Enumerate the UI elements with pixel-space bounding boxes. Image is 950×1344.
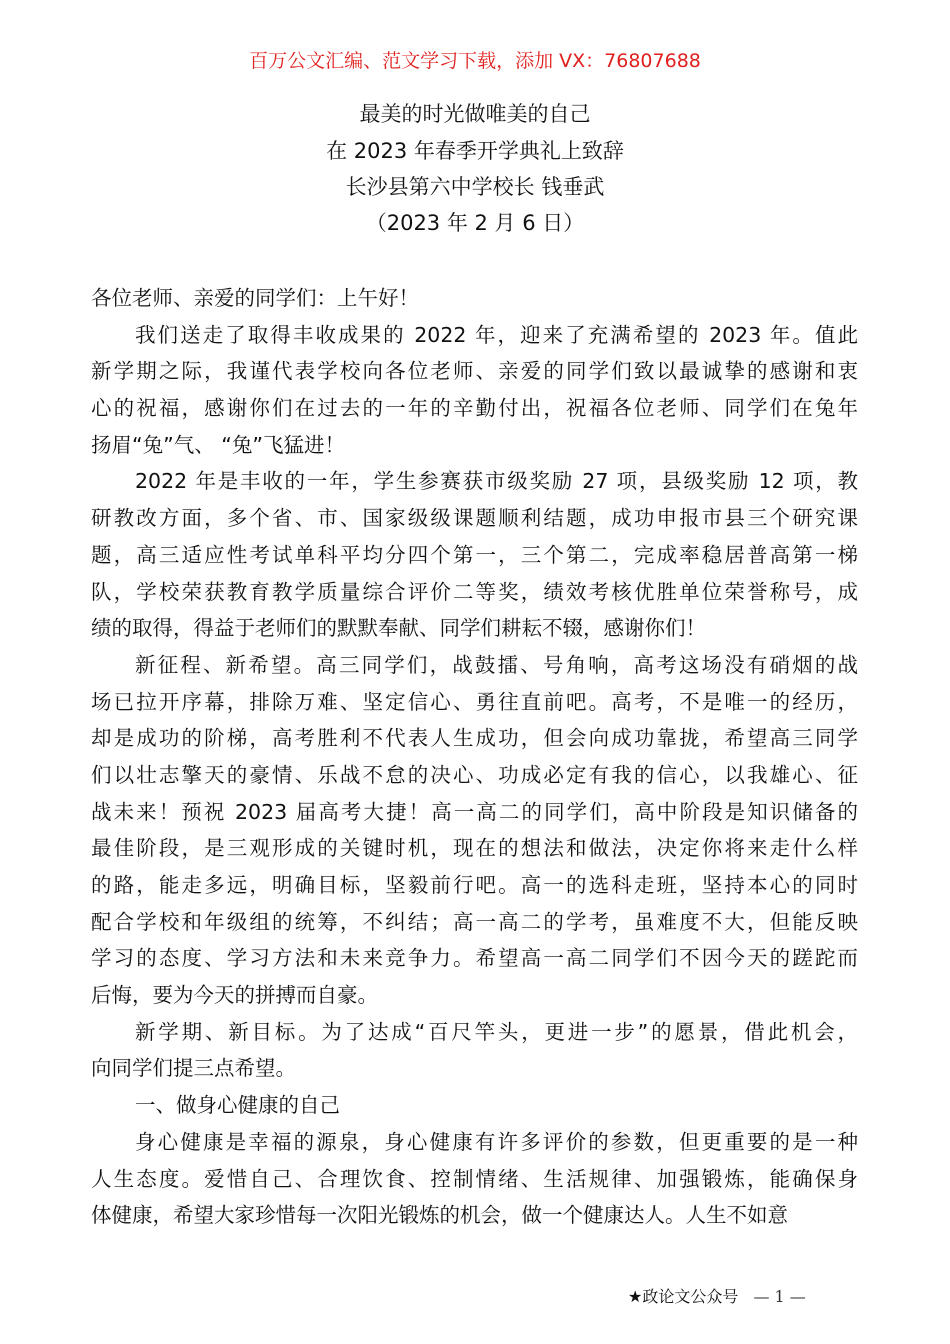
promo-banner: 百万公文汇编、范文学习下载，添加 VX：76807688: [249, 50, 701, 72]
text-line: 新征程、新希望。高三同学们，战鼓擂、号角响，高考这场没有硝烟的战: [135, 652, 858, 677]
text-line: 场已拉开序幕，排除万难、坚定信心、勇往直前吧。高考，不是唯一的经历，: [91, 689, 858, 714]
page-number: — 1 —: [753, 1287, 806, 1306]
page-footer: [628, 1284, 806, 1307]
text-line: 2022 年是丰收的一年，学生参赛获市级奖励 27 项，县级奖励 12 项，教: [135, 469, 858, 494]
text-line: 绩的取得，得益于老师们的默默奉献、同学们耕耘不辍，感谢你们！: [91, 616, 706, 641]
text-line: 一、做身心健康的自己: [135, 1093, 340, 1118]
text-line: 题，高三适应性考试单科平均分四个第一，三个第二，完成率稳居普高第一梯: [91, 542, 858, 567]
paragraph: [91, 647, 858, 1014]
text-line: 战未来！预祝 2023 届高考大捷！高一高二的同学们，高中阶段是知识储备的: [91, 799, 858, 824]
author: 长沙县第六中学校长 钱垂武: [345, 175, 605, 199]
paragraph: [91, 463, 858, 646]
paragraph: [91, 1124, 858, 1234]
footer-source: ★政论文公众号: [628, 1287, 739, 1306]
title: 最美的时光做唯美的自己: [359, 102, 591, 126]
date: （2023 年 2 月 6 日）: [365, 211, 585, 235]
text-line: 心的祝福，感谢你们在过去的一年的辛勤付出，祝福各位老师、同学们在兔年: [91, 396, 858, 421]
text-line: 们以壮志擎天的豪情、乐战不怠的决心、功成必定有我的信心，以我雄心、征: [91, 762, 858, 787]
text-line: 队，学校荣获教育教学质量综合评价二等奖，绩效考核优胜单位荣誉称号，成: [91, 579, 858, 604]
text-line: 各位老师、亲爱的同学们：上午好！: [91, 286, 419, 310]
text-line: 后悔，要为今天的拼搏而自豪。: [91, 983, 378, 1008]
text-line: 向同学们提三点希望。: [91, 1056, 296, 1081]
text-line: 新学期之际，我谨代表学校向各位老师、亲爱的同学们致以最诚挚的感谢和衷: [91, 359, 858, 384]
text-line: 新学期、新目标。为了达成“百尺竿头，更进一步”的愿景，借此机会，: [135, 1019, 858, 1044]
text-line: 身心健康是幸福的源泉，身心健康有许多评价的参数，但更重要的是一种: [135, 1129, 858, 1154]
paragraph: [91, 280, 858, 317]
text-line: 我们送走了取得丰收成果的 2022 年，迎来了充满希望的 2023 年。值此: [135, 322, 858, 347]
text-line: 配合学校和年级组的统筹，不纠结；高一高二的学考，虽难度不大，但能反映: [91, 909, 858, 934]
text-line: 的路，能走多远，明确目标，坚毅前行吧。高一的选科走班，坚持本心的同时: [91, 873, 858, 897]
paragraph: [91, 1087, 858, 1124]
text-line: 人生态度。爱惜自己、合理饮食、控制情绪、生活规律、加强锻炼，能确保身: [91, 1166, 858, 1191]
subtitle: 在 2023 年春季开学典礼上致辞: [326, 139, 624, 163]
paragraph: [91, 317, 858, 464]
text-line: 最佳阶段，是三观形成的关键时机，现在的想法和做法，决定你将来走什么样: [91, 836, 858, 861]
paragraph: [91, 1014, 858, 1087]
text-line: 却是成功的阶梯，高考胜利不代表人生成功，但会向成功靠拢，希望高三同学: [91, 726, 858, 751]
text-line: 研教改方面，多个省、市、国家级级课题顺利结题，成功申报市县三个研究课: [91, 506, 858, 531]
text-line: 学习的态度、学习方法和未来竞争力。希望高一高二同学们不因今天的蹉跎而: [91, 946, 858, 971]
document-body: [91, 280, 858, 1234]
text-line: 体健康，希望大家珍惜每一次阳光锻炼的机会，做一个健康达人。人生不如意: [91, 1203, 788, 1228]
text-line: 扬眉“兔”气、 “兔”飞猛进！: [91, 432, 345, 457]
